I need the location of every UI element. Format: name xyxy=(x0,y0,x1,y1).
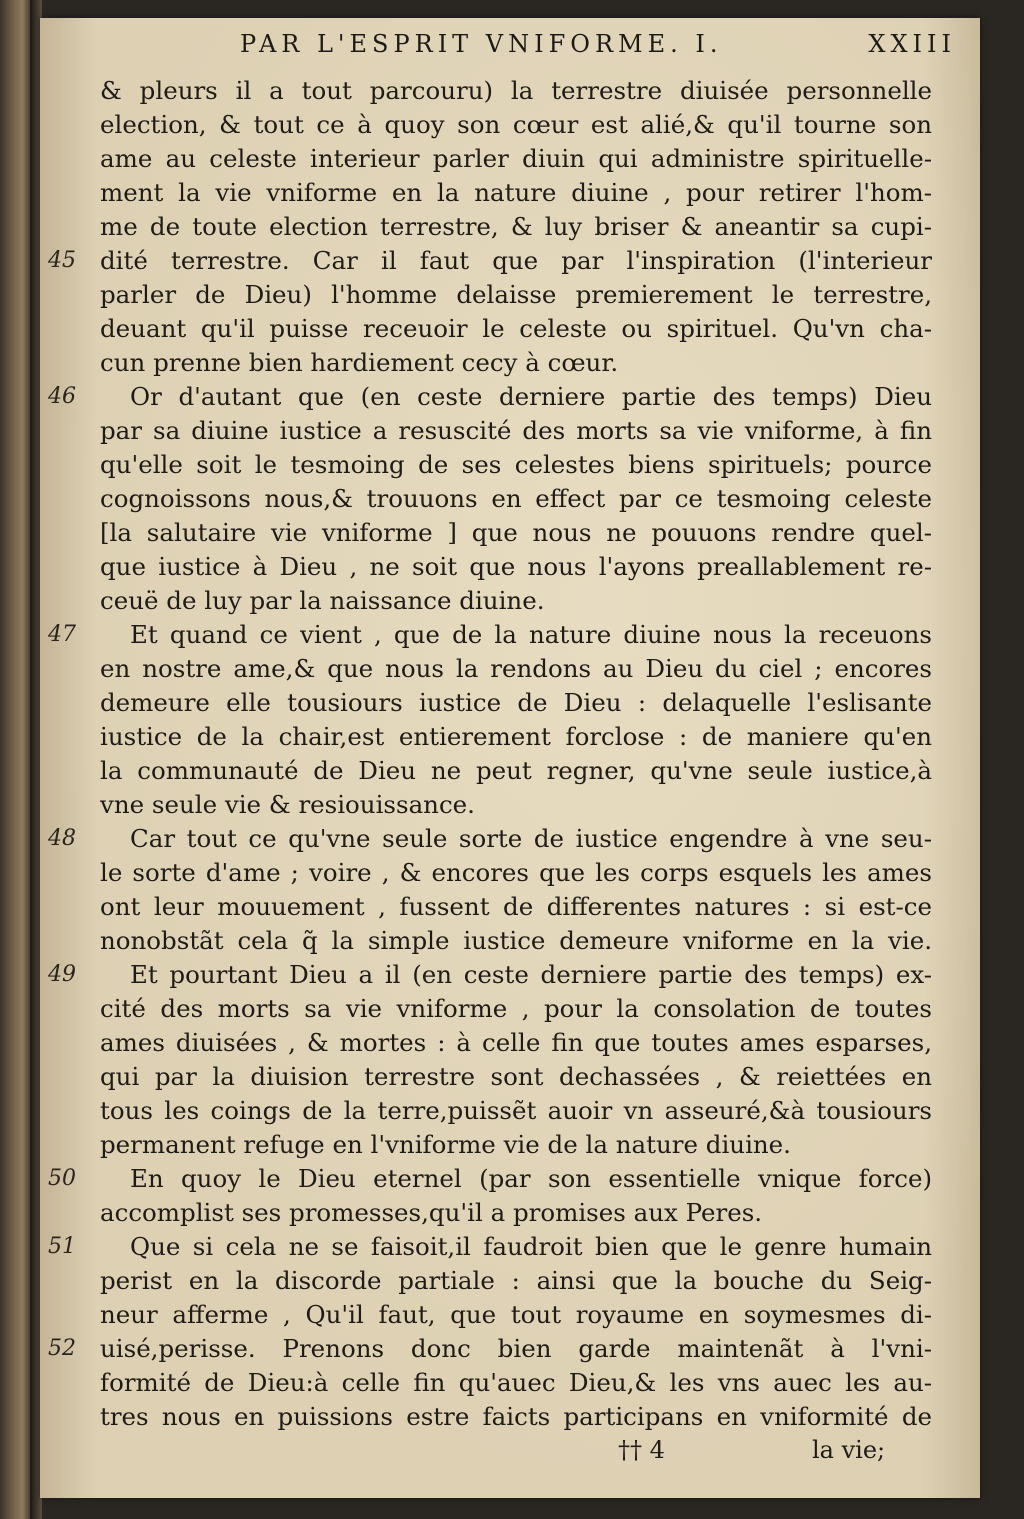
text-line: cognoissons nous,& trouuons en effect par ce tesmoing celeste xyxy=(100,484,932,513)
facing-page-edge xyxy=(0,0,30,1519)
text-line: Et quand ce vient , que de la nature diuine nous la receuons xyxy=(130,620,932,649)
text-line: Et pourtant Dieu a il (en ceste derniere partie des temps) ex- xyxy=(130,960,932,989)
text-line: iustice de la chair,est entierement forclose : de maniere qu'en xyxy=(100,722,932,751)
text-line: Or d'autant que (en ceste derniere partie des temps) Dieu xyxy=(130,382,932,411)
text-line: permanent refuge en l'vniforme vie de la nature diuine. xyxy=(100,1130,791,1159)
verse-number-52: 52 xyxy=(48,1336,76,1361)
text-line: le sorte d'ame ; voire , & encores que les corps esquels les ames xyxy=(100,858,932,887)
text-line: cité des morts sa vie vniforme , pour la consolation de toutes xyxy=(100,994,932,1023)
catchword: la vie; xyxy=(812,1436,886,1464)
verse-number-46: 46 xyxy=(48,384,76,409)
text-line: deuant qu'il puisse receuoir le celeste ou spirituel. Qu'vn cha- xyxy=(100,314,932,343)
verse-number-45: 45 xyxy=(48,248,76,273)
book-page xyxy=(40,18,980,1498)
text-line: Que si cela ne se faisoit,il faudroit bien que le genre humain xyxy=(130,1232,932,1261)
text-line: ment la vie vniforme en la nature diuine , pour retirer l'hom- xyxy=(100,178,932,207)
verse-number-50: 50 xyxy=(48,1166,76,1191)
running-title: PAR L'ESPRIT VNIFORME. I. xyxy=(240,30,723,58)
text-line: la communauté de Dieu ne peut regner, qu'vne seule iustice,à xyxy=(100,756,932,785)
text-line: qui par la diuision terrestre sont dechassées , & reiettées en xyxy=(100,1062,932,1091)
text-line: formité de Dieu:à celle fin qu'auec Dieu,& les vns auec les au- xyxy=(100,1368,932,1397)
text-line: demeure elle tousiours iustice de Dieu : delaquelle l'eslisante xyxy=(100,688,932,717)
text-line: nonobstãt cela q̃ la simple iustice demeure vniforme en la vie. xyxy=(100,926,932,955)
text-line: cun prenne bien hardiement cecy à cœur. xyxy=(100,348,619,377)
text-line: ame au celeste interieur parler diuin qui administre spirituelle- xyxy=(100,144,932,173)
text-line: ceuë de luy par la naissance diuine. xyxy=(100,586,545,615)
verse-number-48: 48 xyxy=(48,826,76,851)
text-line: [la salutaire vie vniforme ] que nous ne pouuons rendre quel- xyxy=(100,518,932,547)
text-line: En quoy le Dieu eternel (par son essentielle vnique force) xyxy=(130,1164,932,1193)
text-line: & pleurs il a tout parcouru) la terrestre diuisée personnelle xyxy=(100,76,932,105)
text-line: tous les coings de la terre,puissẽt auoir vn asseuré,&à tousiours xyxy=(100,1096,932,1125)
text-line: tres nous en puissions estre faicts participans en vniformité de xyxy=(100,1402,932,1431)
text-line: parler de Dieu) l'homme delaisse premierement le terrestre, xyxy=(100,280,932,309)
text-line: neur afferme , Qu'il faut, que tout royaume en soymesmes di- xyxy=(100,1300,932,1329)
text-line: en nostre ame,& que nous la rendons au Dieu du ciel ; encores xyxy=(100,654,932,683)
text-line: election, & tout ce à quoy son cœur est alié,& qu'il tourne son xyxy=(100,110,932,139)
verse-number-51: 51 xyxy=(48,1234,76,1259)
text-line: que iustice à Dieu , ne soit que nous l'ayons preallablement re- xyxy=(100,552,932,581)
text-line: par sa diuine iustice a resuscité des morts sa vie vniforme, à fin xyxy=(100,416,932,445)
text-line: dité terrestre. Car il faut que par l'inspiration (l'interieur xyxy=(100,246,932,275)
text-line: qu'elle soit le tesmoing de ses celestes biens spirituels; pource xyxy=(100,450,932,479)
verse-number-49: 49 xyxy=(48,962,76,987)
text-line: accomplist ses promesses,qu'il a promises aux Peres. xyxy=(100,1198,763,1227)
signature-mark: †† 4 xyxy=(618,1436,665,1464)
text-line: Car tout ce qu'vne seule sorte de iustice engendre à vne seu- xyxy=(130,824,932,853)
page-header xyxy=(100,30,956,70)
text-line: me de toute election terrestre, & luy briser & aneantir sa cupi- xyxy=(100,212,932,241)
page-footer xyxy=(40,1436,980,1476)
text-line: ames diuisées , & mortes : à celle fin que toutes ames esparses, xyxy=(100,1028,932,1057)
text-line: vne seule vie & resiouissance. xyxy=(100,790,475,819)
verse-number-47: 47 xyxy=(48,622,76,647)
text-line: uisé,perisse. Prenons donc bien garde maintenãt à l'vni- xyxy=(100,1334,932,1363)
text-line: ont leur mouuement , fussent de differentes natures : si est-ce xyxy=(100,892,932,921)
folio-number: XXIII xyxy=(868,30,956,58)
text-line: perist en la discorde partiale : ainsi que la bouche du Seig- xyxy=(100,1266,932,1295)
